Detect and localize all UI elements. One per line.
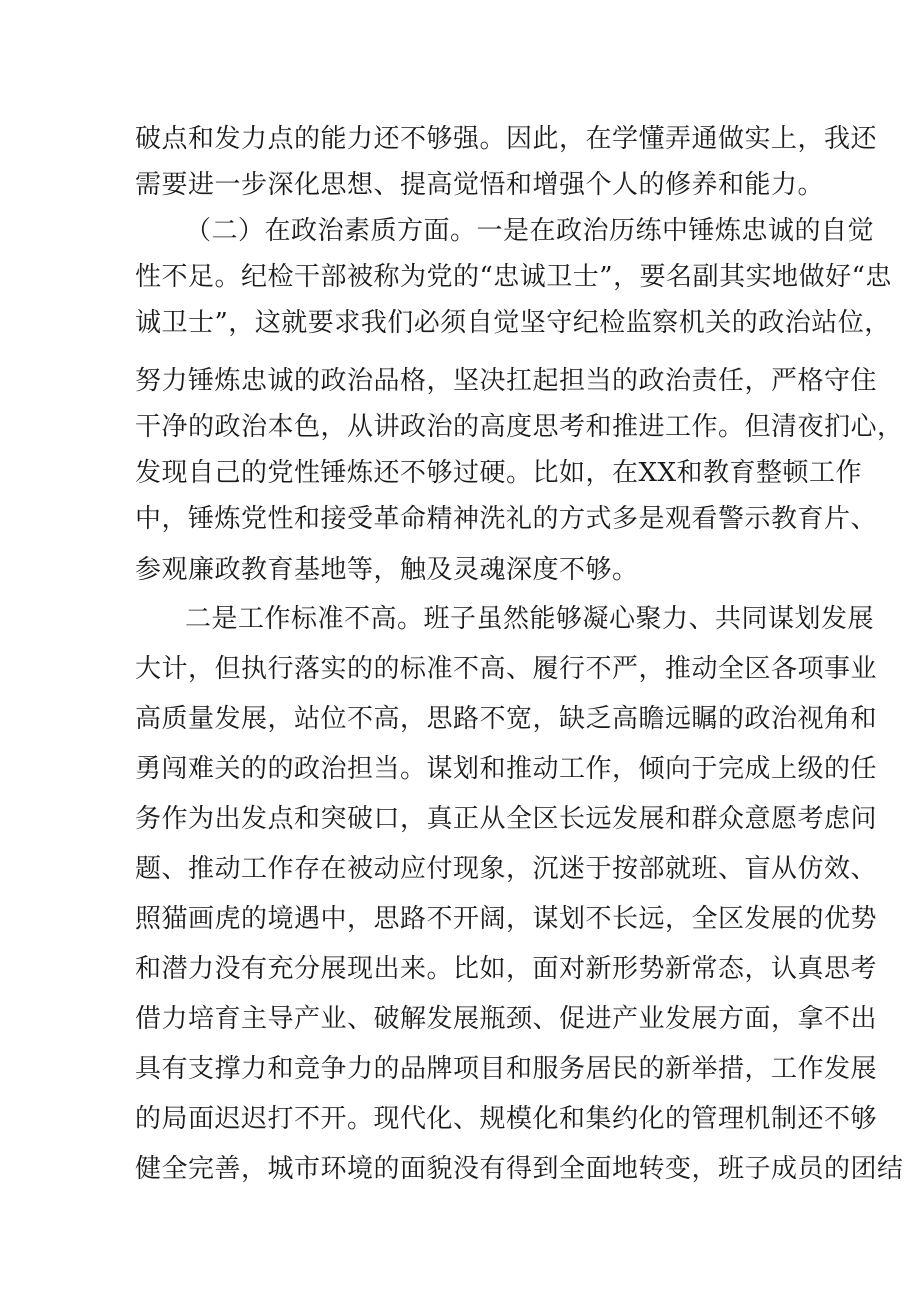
text-line: 需要进一步深化思想、提高觉悟和增强个人的修养和能力。 (135, 170, 825, 200)
text-line: 二是工作标准不高。班子虽然能够凝心聚力、共同谋划发展 (185, 604, 875, 634)
text-line: 大计，但执行落实的的标准不高、履行不严，推动全区各项事业 (135, 654, 878, 684)
text-line: 干净的政治本色，从讲政治的高度思考和推进工作。但清夜扪心， (135, 412, 904, 442)
text-line: 健全完善，城市环境的面貌没有得到全面地转变，班子成员的团结 (135, 1154, 904, 1184)
text-line: 参观廉政教育基地等，触及灵魂深度不够。 (135, 555, 639, 585)
text-line: （二）在政治素质方面。一是在政治历练中锤炼忠诚的自觉 (185, 216, 875, 246)
text-line: 勇闯难关的的政治担当。谋划和推动工作，倾向于完成上级的任 (135, 754, 878, 784)
text-line: 照猫画虎的境遇中，思路不开阔，谋划不长远，全区发展的优势 (135, 904, 878, 934)
text-line: 破点和发力点的能力还不够强。因此，在学懂弄通做实上，我还 (135, 124, 878, 154)
text-line: 诚卫士”，这就要求我们必须自觉坚守纪检监察机关的政治站位， (135, 308, 891, 338)
text-line: 借力培育主导产业、破解发展瓶颈、促进产业发展方面，拿不出 (135, 1004, 878, 1034)
text-line: 题、推动工作存在被动应付现象，沉迷于按部就班、盲从仿效、 (135, 854, 878, 884)
text-line: 的局面迟迟打不开。现代化、规模化和集约化的管理机制还不够 (135, 1104, 878, 1134)
text-line: 高质量发展，站位不高，思路不宽，缺乏高瞻远瞩的政治视角和 (135, 704, 878, 734)
text-line: 和潜力没有充分展现出来。比如，面对新形势新常态，认真思考 (135, 954, 878, 984)
text-line: 具有支撑力和竞争力的品牌项目和服务居民的新举措，工作发展 (135, 1054, 878, 1084)
text-line: 性不足。纪检干部被称为党的“忠诚卫士”，要名副其实地做好“忠 (135, 262, 892, 292)
text-line: 努力锤炼忠诚的政治品格，坚决扛起担当的政治责任，严格守住 (135, 366, 878, 396)
text-line: 务作为出发点和突破口，真正从全区长远发展和群众意愿考虑问 (135, 804, 878, 834)
text-line: 中，锤炼党性和接受革命精神洗礼的方式多是观看警示教育片、 (135, 504, 878, 534)
text-line: 发现自己的党性锤炼还不够过硬。比如，在XX和教育整顿工作 (135, 458, 863, 488)
